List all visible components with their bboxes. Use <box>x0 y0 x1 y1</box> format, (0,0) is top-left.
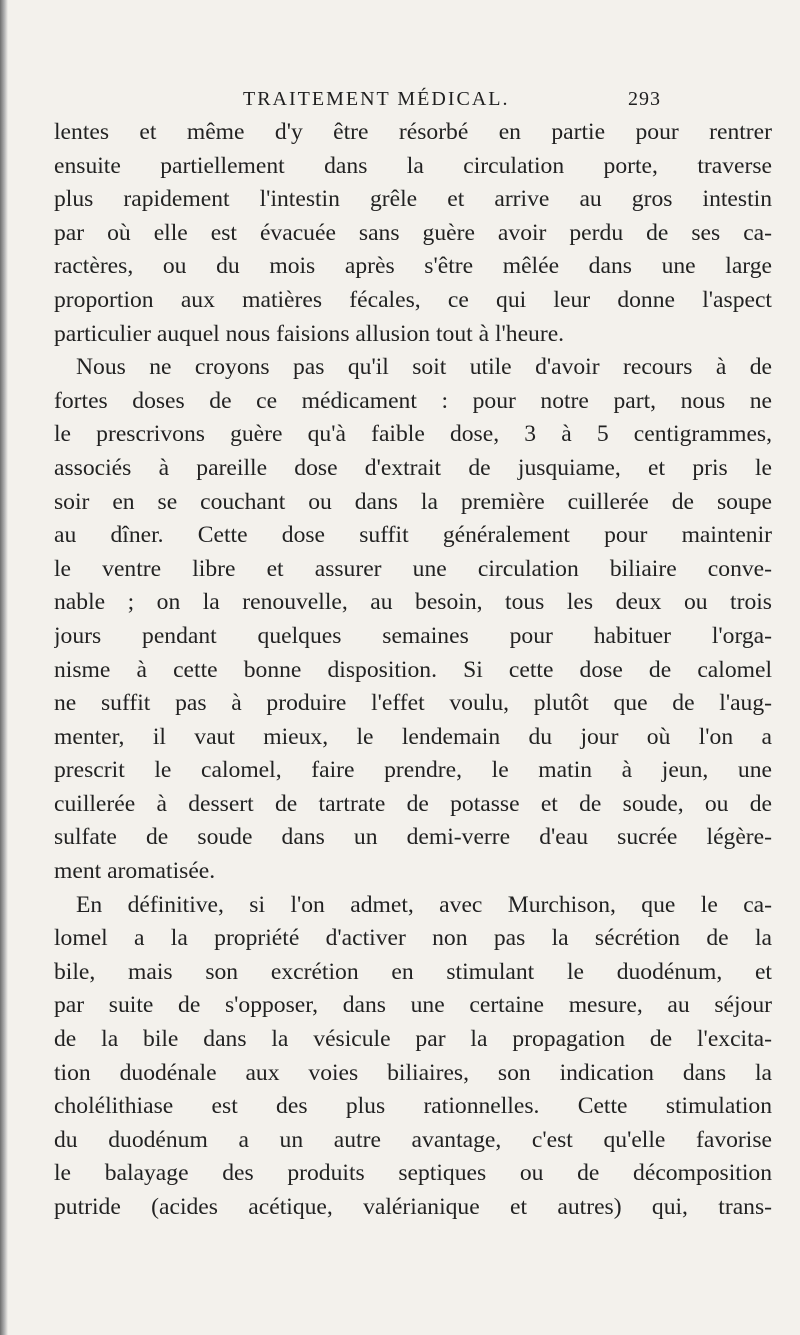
text-line: bile, mais son excrétion en stimulant le duodénum, et <box>54 958 772 985</box>
text-line: putride (acides acétique, valérianique et autres) qui, trans- <box>54 1194 772 1220</box>
text-line: au dîner. Cette dose suffit généralement pour maintenir <box>54 522 772 549</box>
body-text <box>54 116 772 1225</box>
text-line: tion duodénale aux voies biliaires, son indication dans la <box>54 1059 772 1086</box>
text-line: le balayage des produits septiques ou de décomposition <box>54 1160 772 1187</box>
text-line: fortes doses de ce médicament : pour notre part, nous ne <box>54 387 772 414</box>
text-line: le prescrivons guère qu'à faible dose, 3 à 5 centigrammes, <box>54 421 772 448</box>
text-line: cholélithiase est des plus rationnelles. Cette stimulation <box>54 1093 772 1120</box>
text-line: associés à pareille dose d'extrait de jusquiame, et pris le <box>54 454 772 481</box>
text-line: nable ; on la renouvelle, au besoin, tous les deux ou trois <box>54 589 772 616</box>
text-line: sulfate de soude dans un demi-verre d'eau sucrée légère- <box>54 824 772 851</box>
text-line: cuillerée à dessert de tartrate de potasse et de soude, ou de <box>54 790 772 817</box>
text-line: de la bile dans la vésicule par la propagation de l'excita- <box>54 1026 772 1053</box>
text-line: soir en se couchant ou dans la première cuillerée de soupe <box>54 488 772 515</box>
text-line: ne suffit pas à produire l'effet voulu, plutôt que de l'aug- <box>54 690 772 717</box>
text-line: le ventre libre et assurer une circulation biliaire conve- <box>54 555 772 582</box>
text-line: nisme à cette bonne disposition. Si cette dose de calomel <box>54 656 772 683</box>
page-gutter-shadow <box>0 0 8 1335</box>
text-line: ment aromatisée. <box>54 858 216 885</box>
page-number: 293 <box>628 88 661 110</box>
text-line: jours pendant quelques semaines pour habituer l'orga- <box>54 622 772 649</box>
text-line: par suite de s'opposer, dans une certaine mesure, au séjour <box>54 992 772 1019</box>
text-line: lomel a la propriété d'activer non pas la sécrétion de la <box>54 925 772 952</box>
text-line: Nous ne croyons pas qu'il soit utile d'avoir recours à de <box>76 354 772 381</box>
text-line: plus rapidement l'intestin grêle et arrive au gros intestin <box>54 186 772 213</box>
text-line: par où elle est évacuée sans guère avoir perdu de ses ca- <box>54 219 772 246</box>
text-line: ractères, ou du mois après s'être mêlée dans une large <box>54 253 772 280</box>
text-line: prescrit le calomel, faire prendre, le matin à jeun, une <box>54 757 772 784</box>
text-line: ensuite partiellement dans la circulation porte, traverse <box>54 152 772 179</box>
running-title: TRAITEMENT MÉDICAL. <box>243 88 510 110</box>
text-line: particulier auquel nous faisions allusion tout à l'heure. <box>54 320 565 347</box>
text-line: En définitive, si l'on admet, avec Murchison, que le ca- <box>76 891 772 918</box>
text-line: menter, il vaut mieux, le lendemain du jour où l'on a <box>54 723 772 750</box>
text-line: lentes et même d'y être résorbé en partie pour rentrer <box>54 119 772 145</box>
text-line: du duodénum a un autre avantage, c'est qu'elle favorise <box>54 1126 772 1153</box>
text-line: proportion aux matières fécales, ce qui leur donne l'aspect <box>54 286 772 313</box>
